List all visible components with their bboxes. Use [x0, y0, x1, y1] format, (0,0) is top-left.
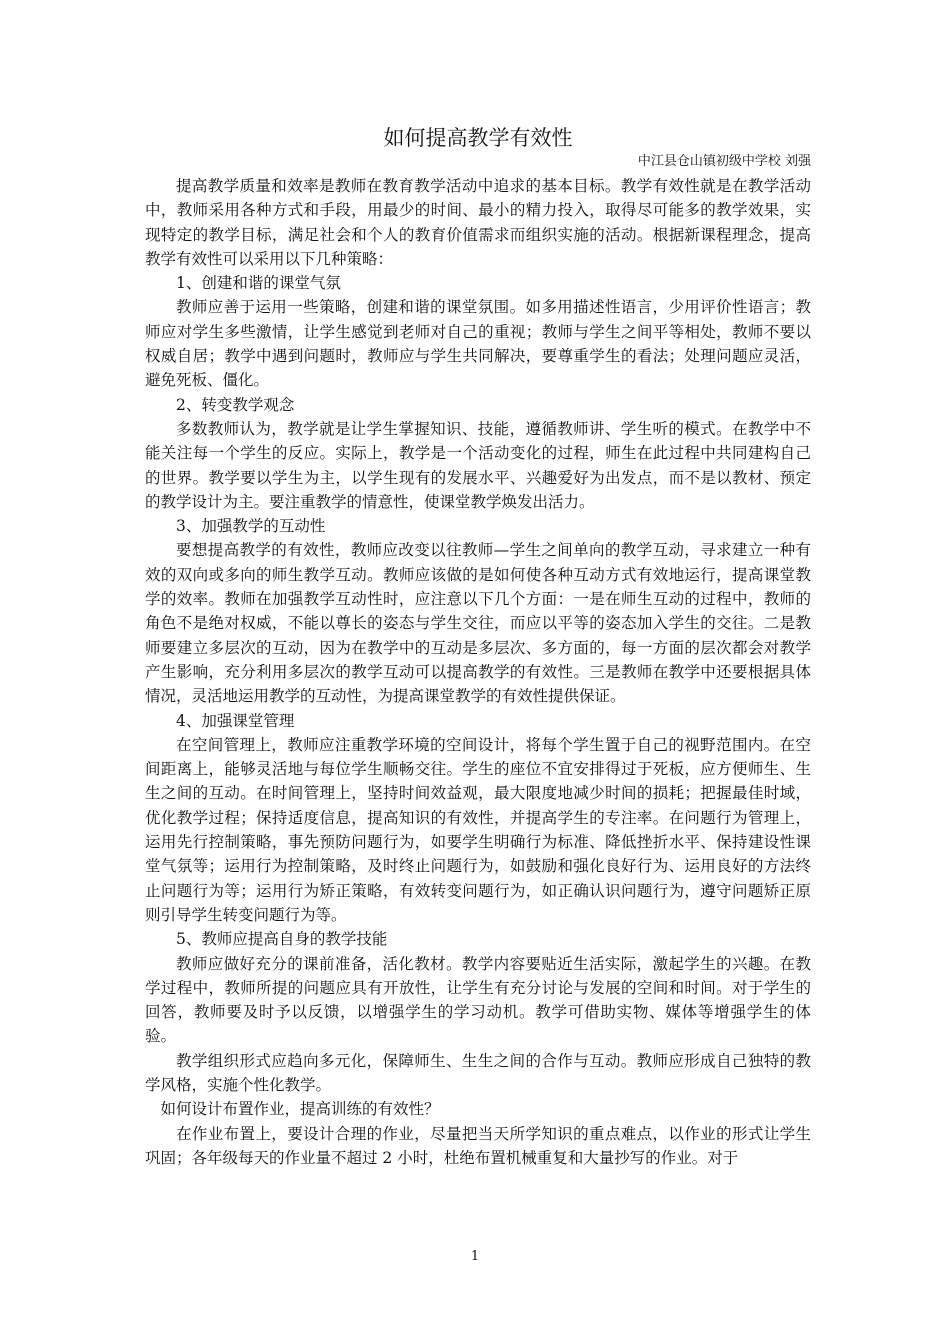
question-heading: 如何设计布置作业，提高训练的有效性？ — [160, 1100, 440, 1119]
section-paragraph: 教学组织形式应趋向多元化，保障师生、生生之间的合作与互动。教师应形成自己独特的教学风格，实施个性化教学。 — [145, 1051, 811, 1094]
intro-paragraph: 提高教学质量和效率是教师在教育教学活动中追求的基本目标。教学有效性就是在教学活动中，教师采用各种方式和手段，用最少的时间、最小的精力投入，取得尽可能多的教学效果，实现特定的教学目标，满足社会和个人的教育价值需求而组织实施的活动。根据新课程理念，提高教学有效性可以采用以下几种策略： — [145, 177, 811, 268]
section-paragraph: 教师应善于运用一些策略，创建和谐的课堂氛围。如多用描述性语言，少用评价性语言；教师应对学生多些激情，让学生感觉到老师对自己的重视；教师与学生之间平等相处，教师不要以权威自居；教学中遇到问题时，教师应与学生共同解决，要尊重学生的看法；处理问题应灵活，避免死板、僵化。 — [145, 298, 811, 390]
section-paragraph: 多数教师认为，教学就是让学生掌握知识、技能，遵循教师讲、学生听的模式。在教学中不能关注每一个学生的反应。实际上，教学是一个活动变化的过程，师生在此过程中共同建构自己的世界。教学要以学生为主，以学生现有的发展水平、兴趣爱好为出发点，而不是以教材、预定的教学设计为主。要注重教学的情意性，使课堂教学焕发出活力。 — [145, 419, 811, 511]
section-heading: 1、创建和谐的课堂气氛 — [176, 274, 341, 293]
section-heading: 4、加强课堂管理 — [176, 711, 295, 730]
section-heading: 2、转变教学观念 — [176, 395, 295, 414]
document-title: 如何提高教学有效性 — [383, 126, 573, 150]
section-paragraph: 要想提高教学的有效性，教师应改变以往教师—学生之间单向的教学互动，寻求建立一种有效的双向或多向的师生教学互动。教师应该做的是如何使各种互动方式有效地运行，提高课堂教学的效率。教师在加强教学互动性时，应注意以下几个方面：一是在师生互动的过程中，教师的角色不是绝对权威，不能以尊长的姿态与学生交往，而应以平等的姿态加入学生的交往。二是教师要建立多层次的互动，因为在教学中的互动是多层次、多方面的，每一方面的层次都会对教学产生影响，充分利用多层次的教学互动可以提高教学的有效性。三是教师在教学中还要根据具体情况，灵活地运用教学的互动性，为提高课堂教学的有效性提供保证。 — [145, 541, 811, 706]
section-heading: 5、教师应提高自身的教学技能 — [176, 930, 388, 949]
section-paragraph: 在空间管理上，教师应注重教学环境的空间设计，将每个学生置于自己的视野范围内。在空间距离上，能够灵活地与每位学生顺畅交往。学生的座位不宜安排得过于死板，应方便师生、生生之间的互动。在时间管理上，坚持时间效益观，最大限度地减少时间的损耗；把握最佳时域，优化教学过程；保持适度信息，提高知识的有效性，并提高学生的专注率。在问题行为管理上，运用先行控制策略，事先预防问题行为，如要学生明确行为标准、降低挫折水平、保持建设性课堂气氛等；运用行为控制策略，及时终止问题行为，如鼓励和强化良好行为、运用良好的方法终止问题行为等；运用行为矫正策略，有效转变问题行为，如正确认识问题行为，遵守问题矫正原则引导学生转变问题行为等。 — [145, 735, 811, 924]
section-paragraph: 教师应做好充分的课前准备，活化教材。教学内容要贴近生活实际，激起学生的兴趣。在教学过程中，教师所提的问题应具有开放性，让学生有充分讨论与发展的空间和时间。对于学生的回答，教师要及时予以反馈，以增强学生的学习动机。教学可借助实物、媒体等增强学生的体验。 — [145, 954, 811, 1046]
section-heading: 3、加强教学的互动性 — [176, 517, 326, 536]
page-number: 1 — [470, 1249, 480, 1264]
question-paragraph: 在作业布置上，要设计合理的作业，尽量把当天所学知识的重点难点，以作业的形式让学生巩固；各年级每天的作业量不超过 2 小时，杜绝布置机械重复和大量抄写的作业。对于 — [145, 1124, 811, 1167]
document-body — [145, 124, 811, 1170]
document-author: 中江县仓山镇初级中学校 刘强 — [637, 154, 811, 169]
